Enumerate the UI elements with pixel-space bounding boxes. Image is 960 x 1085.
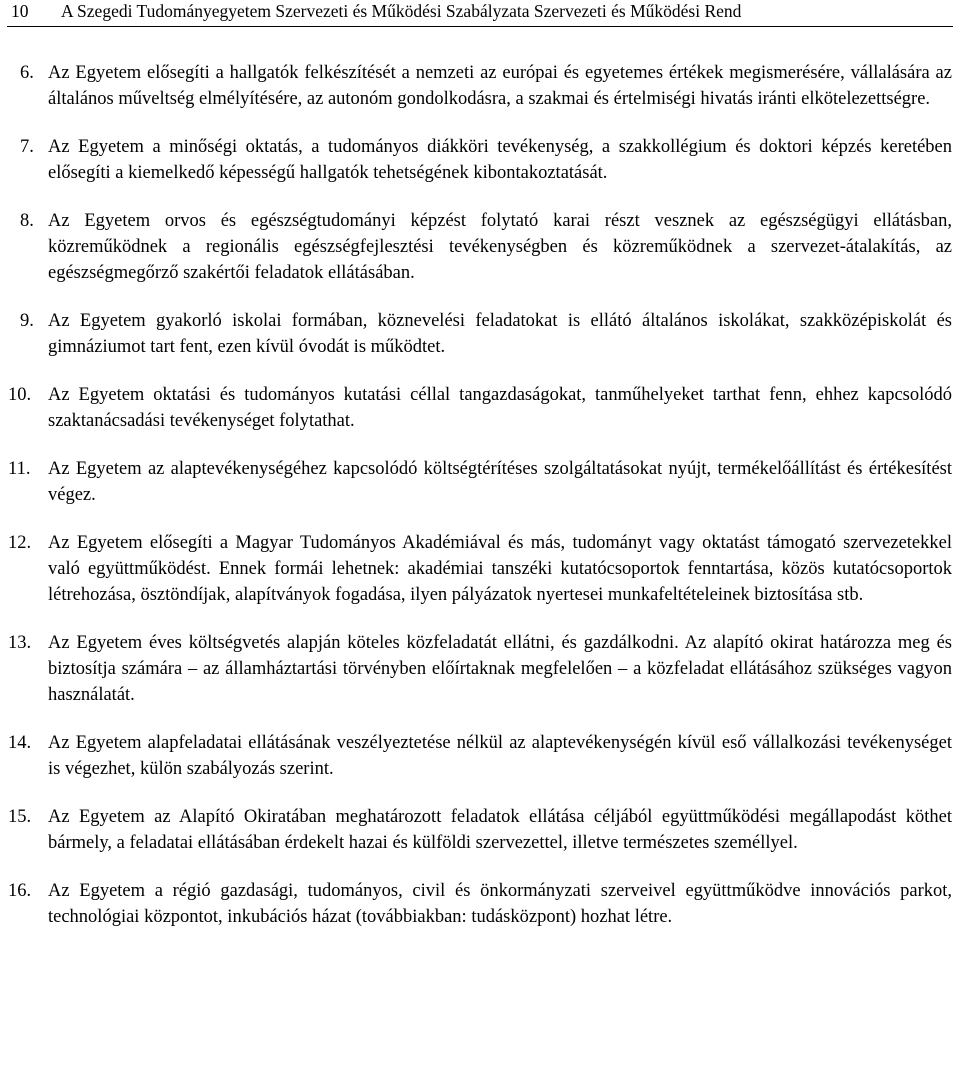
- list-item: [20, 308, 952, 360]
- list-item: [8, 730, 952, 782]
- list-item: [20, 208, 952, 286]
- list-item: [8, 456, 952, 508]
- item-number: 14.: [8, 733, 32, 753]
- list-item: [20, 134, 952, 186]
- header-title: A Szegedi Tudományegyetem Szervezeti és Működési Szabályzata Szervezeti és Működési Rend: [61, 1, 742, 21]
- item-number: 11.: [8, 459, 31, 479]
- list-item: [8, 630, 952, 708]
- item-number: 13.: [8, 633, 32, 653]
- document-body: [8, 60, 952, 952]
- item-text: Az Egyetem elősegíti a Magyar Tudományos Akadémiával és más, tudományt vagy oktatást támogató szervezetekkel való együttműködést. Ennek formái lehetnek: akadémiai tanszéki kutatócsoportok fenntartása, közös kutatócsoportok létrehozása, ösztöndíjak, alapítványok fogadása, ilyen pályázatok nyertesei munkafeltételeinek biztosítása stb.: [48, 533, 952, 605]
- item-text: Az Egyetem a régió gazdasági, tudományos, civil és önkormányzati szerveivel együttműködve innovációs parkot, technológiai központot, inkubációs házat (továbbiakban: tudásközpont) hozhat létre.: [48, 881, 952, 927]
- item-number: 10.: [8, 385, 32, 405]
- item-text: Az Egyetem a minőségi oktatás, a tudományos diákköri tevékenység, a szakkollégium és doktori képzés keretében elősegíti a kiemelkedő képességű hallgatók tehetségének kibontakoztatását.: [48, 137, 952, 183]
- item-text: Az Egyetem az alaptevékenységéhez kapcsolódó költségtérítéses szolgáltatásokat nyújt, termékelőállítást és értékesítést végez.: [48, 459, 952, 505]
- item-number: 9.: [20, 311, 34, 331]
- list-item: [8, 804, 952, 856]
- item-text: Az Egyetem elősegíti a hallgatók felkészítését a nemzeti az európai és egyetemes értékek megismerésére, vállalására az általános műveltség elmélyítésére, az autonóm gondolkodásra, a szakmai és értelmiségi hivatás iránti elkötelezettségre.: [48, 63, 952, 109]
- item-text: Az Egyetem az Alapító Okiratában meghatározott feladatok ellátása céljából együttműködési megállapodást köthet bármely, a feladatai ellátásában érdekelt hazai és külföldi szervezettel, illetve természetes személlyel.: [48, 807, 952, 853]
- item-number: 6.: [20, 63, 34, 83]
- item-text: Az Egyetem orvos és egészségtudományi képzést folytató karai részt vesznek az egészségügyi ellátásban, közreműködnek a regionális egészségfejlesztési tevékenységben és közreműködnek a szervezet-átalakítás, az egészségmegőrző szakértői feladatok ellátásában.: [48, 211, 952, 283]
- item-text: Az Egyetem oktatási és tudományos kutatási céllal tangazdaságokat, tanműhelyeket tarthat fenn, ehhez kapcsolódó szaktanácsadási tevékenységet folytathat.: [48, 385, 952, 431]
- item-text: Az Egyetem gyakorló iskolai formában, köznevelési feladatokat is ellátó általános iskolákat, szakközépiskolát és gimnáziumot tart fent, ezen kívül óvodát is működtet.: [48, 311, 952, 357]
- item-number: 7.: [20, 137, 34, 157]
- list-item: [8, 878, 952, 930]
- item-number: 16.: [8, 881, 32, 901]
- list-item: [8, 382, 952, 434]
- page-number: 10: [11, 1, 29, 21]
- item-number: 12.: [8, 533, 32, 553]
- list-item: [20, 60, 952, 112]
- item-text: Az Egyetem alapfeladatai ellátásának veszélyeztetése nélkül az alaptevékenységén kívül eső vállalkozási tevékenységet is végezhet, külön szabályozás szerint.: [48, 733, 952, 779]
- item-number: 8.: [20, 211, 34, 231]
- list-item: [8, 530, 952, 608]
- item-number: 15.: [8, 807, 32, 827]
- page-header: [7, 0, 953, 27]
- item-text: Az Egyetem éves költségvetés alapján köteles közfeladatát ellátni, és gazdálkodni. Az alapító okirat határozza meg és biztosítja számára – az államháztartási törvényben előírtaknak megfelelően – a közfeladat ellátásához szükséges vagyon használatát.: [48, 633, 952, 705]
